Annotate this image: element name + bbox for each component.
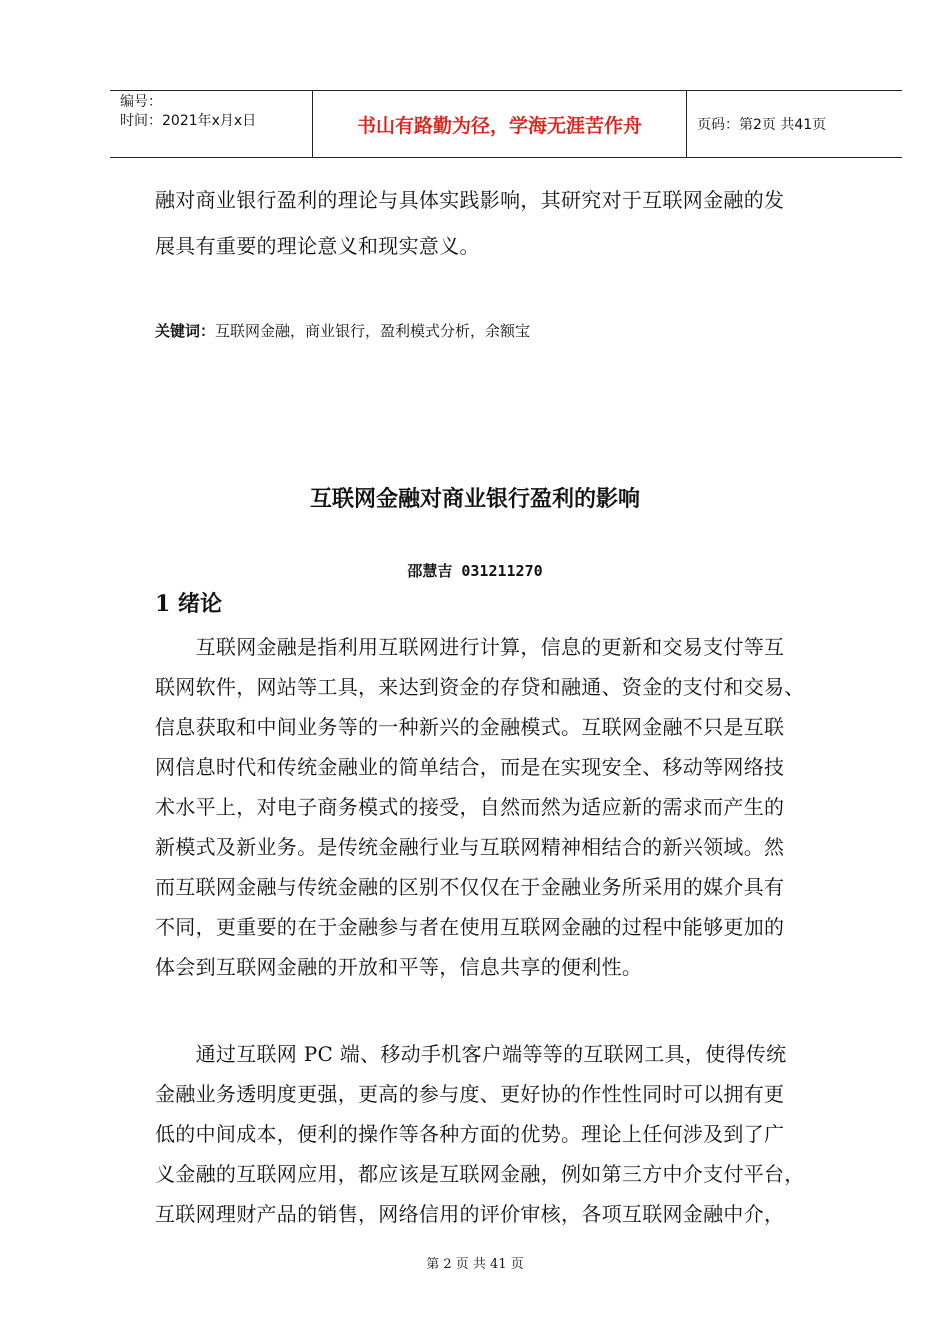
keywords-text: 互联网金融，商业银行，盈利模式分析，余额宝 (215, 322, 531, 340)
text-line: 联网软件，网站等工具，来达到资金的存贷和融通、资金的支付和交易、 (155, 675, 805, 699)
keywords-label: 关键词： (155, 322, 216, 340)
page-header (110, 90, 902, 158)
text-line: 不同，更重要的在于金融参与者在使用互联网金融的过程中能够更加的 (155, 915, 785, 939)
body-paragraph-1 (155, 627, 865, 987)
motto-text: 书山有路勤为径，学海无涯苦作舟 (356, 114, 642, 137)
article-title: 互联网金融对商业银行盈利的影响 (309, 487, 640, 512)
header-meta (110, 91, 313, 157)
page-footer: 第 2 页 共 41 页 (426, 1257, 524, 1272)
number-label: 编号： (120, 94, 162, 110)
text-line: 信息获取和中间业务等的一种新兴的金融模式。互联网金融不只是互联 (155, 715, 785, 739)
text-line: 体会到互联网金融的开放和平等，信息共享的便利性。 (155, 955, 643, 979)
text-line: 融对商业银行盈利的理论与具体实践影响，其研究对于互联网金融的发 (155, 188, 785, 212)
text-line: 网信息时代和传统金融业的简单结合，而是在实现安全、移动等网络技 (155, 755, 785, 779)
text-line: 互联网理财产品的销售，网络信用的评价审核，各项互联网金融中介， (155, 1202, 785, 1226)
section-heading: 1 绪论 (155, 591, 222, 617)
text-line: 低的中间成本，便利的操作等各种方面的优势。理论上任何涉及到了广 (155, 1122, 785, 1146)
time-label: 时间：2021年x月x日 (120, 113, 257, 129)
text-line: 术水平上，对电子商务模式的接受，自然而然为适应新的需求而产生的 (155, 795, 785, 819)
keywords (155, 320, 530, 341)
text-line: 互联网金融是指利用互联网进行计算，信息的更新和交易支付等互 (155, 635, 785, 659)
body-paragraph-2 (155, 1034, 865, 1234)
text-line: 展具有重要的理论意义和现实意义。 (155, 234, 480, 258)
intro-paragraph (155, 183, 865, 263)
header-page-info (687, 91, 902, 157)
text-line: 而互联网金融与传统金融的区别不仅仅在于金融业务所采用的媒介具有 (155, 875, 785, 899)
text-line: 金融业务透明度更强，更高的参与度、更好协的作性性同时可以拥有更 (155, 1082, 785, 1106)
header-motto (313, 91, 687, 157)
text-line: 义金融的互联网应用，都应该是互联网金融，例如第三方中介支付平台， (155, 1162, 805, 1186)
author-line: 邵慧吉 031211270 (407, 562, 543, 580)
page-label: 页码：第2页 共41页 (697, 117, 827, 133)
text-line: 通过互联网 PC 端、移动手机客户端等等的互联网工具，使得传统 (155, 1042, 787, 1066)
text-line: 新模式及新业务。是传统金融行业与互联网精神相结合的新兴领域。然 (155, 835, 785, 859)
